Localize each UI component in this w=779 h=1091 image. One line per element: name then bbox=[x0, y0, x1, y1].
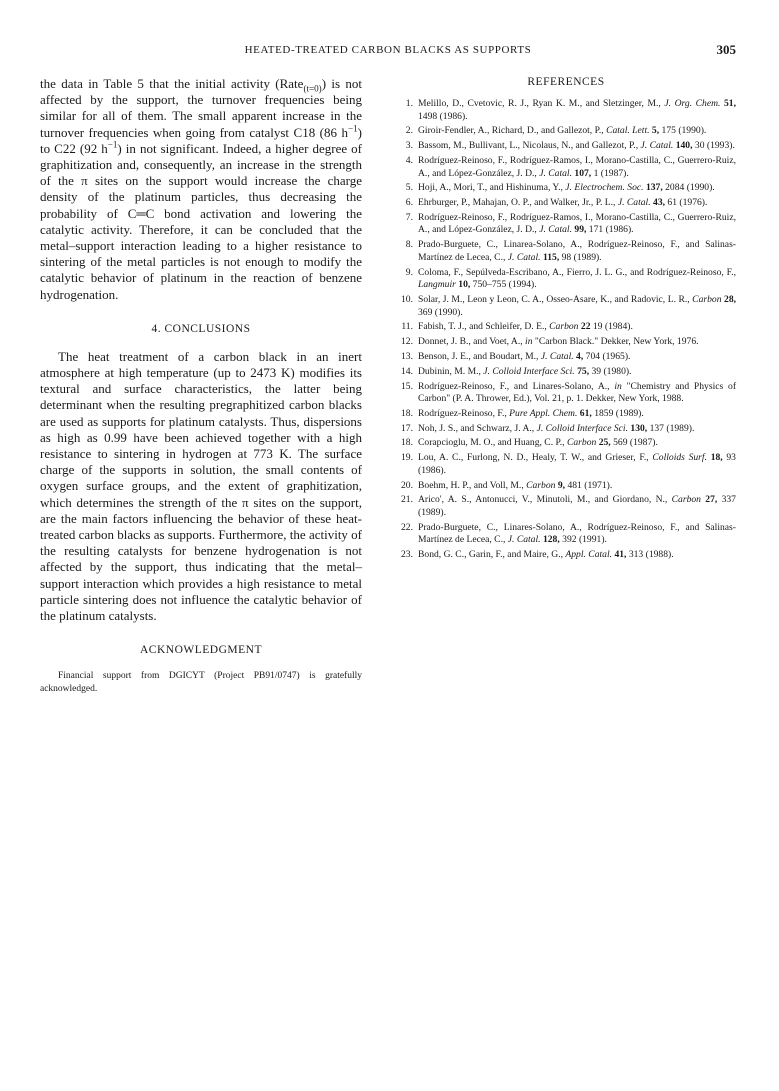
reference-pages-year: 569 (1987). bbox=[610, 437, 658, 449]
reference-pages-year: 30 (1993). bbox=[692, 140, 735, 152]
reference-volume: 9, bbox=[557, 479, 566, 491]
reference-volume: 128, bbox=[542, 534, 560, 546]
reference-journal: Pure Appl. Chem. bbox=[509, 407, 578, 419]
reference-pages-year: 1859 (1989). bbox=[591, 407, 644, 419]
reference-journal: J. Org. Chem. bbox=[664, 98, 721, 109]
p1-text-c: ) to C22 (92 h bbox=[40, 124, 362, 156]
reference-journal: Carbon bbox=[526, 479, 556, 491]
reference-authors: Prado-Burguete, C., Linares-Solano, A., Rodríguez-Reinoso, F., and Salinas-Martínez de Lecea, C., bbox=[418, 521, 736, 546]
p1-superscript-2: −1 bbox=[107, 139, 118, 150]
reference-number: 9. bbox=[405, 266, 413, 278]
reference-pages-year: "Carbon Black." Dekker, New York, 1976. bbox=[534, 336, 699, 348]
reference-item bbox=[396, 408, 736, 421]
acknowledgment-text: Financial support from DGICYT (Project PB91/0747) is gratefully acknowledged. bbox=[40, 671, 362, 695]
reference-volume: 115, bbox=[542, 251, 560, 263]
reference-number: 13. bbox=[401, 350, 413, 362]
reference-journal: Appl. Catal. bbox=[565, 549, 613, 561]
reference-volume: 27, bbox=[705, 494, 718, 506]
reference-pages-year: "Chemistry and Physics of Carbon" (P. A. Thrower, Ed.), Vol. 21, p. 1. Dekker, New York, 1988. bbox=[418, 380, 737, 405]
reference-authors: Bassom, M., Bullivant, L., Nicolaus, N., and Gallezot, P., bbox=[418, 140, 641, 152]
reference-authors: Boehm, H. P., and Voll, M., bbox=[418, 479, 527, 491]
reference-pages-year: 369 (1990). bbox=[418, 306, 463, 318]
reference-number: 14. bbox=[401, 365, 413, 377]
reference-item bbox=[396, 494, 736, 519]
reference-pages-year: 704 (1965). bbox=[583, 350, 631, 362]
reference-number: 15. bbox=[401, 380, 413, 392]
reference-number: 20. bbox=[401, 479, 413, 491]
reference-journal: J. Catal. bbox=[640, 140, 674, 152]
reference-journal: Carbon bbox=[692, 294, 722, 305]
reference-pages-year: 337 (1989). bbox=[418, 494, 736, 518]
reference-number: 3. bbox=[405, 140, 413, 152]
reference-journal: J. Catal. bbox=[507, 534, 541, 546]
reference-volume: 5, bbox=[651, 125, 660, 137]
reference-pages-year: 19 (1984). bbox=[590, 321, 633, 333]
reference-item bbox=[396, 212, 736, 237]
running-title: HEATED-TREATED CARBON BLACKS AS SUPPORTS bbox=[244, 44, 532, 56]
reference-number: 22. bbox=[401, 521, 413, 533]
reference-pages-year: 1 (1987). bbox=[591, 167, 629, 179]
reference-item bbox=[396, 351, 736, 364]
reference-number: 21. bbox=[401, 494, 413, 506]
reference-volume: 75, bbox=[577, 365, 590, 377]
reference-authors: Melillo, D., Cvetovic, R. J., Ryan K. M., and Sletzinger, M., bbox=[418, 98, 665, 109]
reference-journal: Colloids Surf. bbox=[652, 452, 707, 464]
reference-pages-year: 313 (1988). bbox=[626, 549, 674, 561]
reference-number: 2. bbox=[405, 125, 413, 137]
reference-authors: Solar, J. M., Leon y Leon, C. A., Osseo-Asare, K., and Radovic, L. R., bbox=[418, 294, 693, 305]
reference-pages-year: 750–755 (1994). bbox=[470, 279, 537, 291]
reference-authors: Arico', A. S., Antonucci, V., Minutoli, M., and Giordano, N., bbox=[418, 494, 672, 506]
page-number: 305 bbox=[716, 42, 736, 57]
reference-item bbox=[396, 366, 736, 379]
reference-journal: J. Colloid Interface Sci. bbox=[483, 365, 575, 377]
reference-item bbox=[396, 549, 736, 562]
reference-item bbox=[396, 155, 736, 180]
reference-volume: 25, bbox=[598, 437, 611, 449]
reference-authors: Corapcioglu, M. O., and Huang, C. P., bbox=[418, 437, 567, 449]
reference-journal: Langmuir bbox=[418, 279, 456, 291]
reference-volume: 18, bbox=[710, 452, 723, 464]
reference-authors: Giroir-Fendler, A., Richard, D., and Gallezot, P., bbox=[418, 125, 607, 137]
reference-number: 10. bbox=[401, 294, 413, 305]
reference-number: 18. bbox=[401, 407, 413, 419]
reference-authors: Noh, J. S., and Schwarz, J. A., bbox=[418, 422, 537, 434]
reference-item bbox=[396, 381, 736, 406]
reference-pages-year: 93 (1986). bbox=[418, 452, 736, 476]
reference-journal: in bbox=[525, 336, 533, 348]
reference-journal: J. Colloid Interface Sci. bbox=[536, 422, 628, 434]
reference-item bbox=[396, 522, 736, 547]
reference-journal: Carbon bbox=[549, 321, 579, 333]
reference-authors: Bond, G. C., Garin, F., and Maire, G., bbox=[418, 549, 566, 561]
conclusions-heading: 4. CONCLUSIONS bbox=[151, 322, 251, 335]
p1-text-b: ) is not affected by the support, the turnover frequencies being similar for all of them. The small apparent increase in the turnover frequencies when going from catalyst C18 (86 h bbox=[40, 76, 362, 140]
reference-volume: 43, bbox=[653, 197, 666, 209]
reference-volume: 137, bbox=[645, 182, 663, 194]
reference-journal: J. Catal. bbox=[540, 350, 574, 362]
reference-authors: Coloma, F., Sepúlveda-Escribano, A., Fierro, J. L. G., and Rodríguez-Reinoso, F., bbox=[418, 266, 736, 278]
reference-number: 19. bbox=[401, 452, 413, 464]
reference-item bbox=[396, 336, 736, 349]
p1-text-d: ) in not significant. Indeed, a higher degree of graphitization and, consequently, an increase in the strength of the π sites on the support would increase the charge density of the platinum particles, thus decreasing the probability of C═C bond activation and lowering the catalytic activity. Therefore, it can be concluded that the metal–support interaction leading to a higher resistance to sintering of the metal particles is not enough to modify the catalytic behavior of platinum in the reaction of benzene hydrogenation. bbox=[40, 140, 362, 302]
reference-journal: Catal. Lett. bbox=[606, 125, 650, 137]
reference-journal: J. Electrochem. Soc. bbox=[565, 182, 644, 194]
reference-authors: Benson, J. E., and Boudart, M., bbox=[418, 350, 541, 362]
reference-authors: Rodríguez-Reinoso, F., Rodríguez-Ramos, I., Morano-Castilla, C., Guerrero-Ruiz, A., and López-González, J. D., bbox=[418, 154, 736, 179]
reference-journal: in bbox=[614, 380, 622, 392]
paragraph-results-continuation bbox=[40, 76, 362, 303]
reference-authors: Fabish, T. J., and Schleifer, D. E., bbox=[418, 321, 550, 333]
reference-authors: Rodríguez-Reinoso, F., and Linares-Solano, A., bbox=[418, 380, 615, 392]
reference-item bbox=[396, 437, 736, 450]
reference-pages-year: 39 (1980). bbox=[589, 365, 632, 377]
reference-journal: Carbon bbox=[566, 437, 597, 449]
reference-number: 1. bbox=[405, 98, 413, 109]
reference-pages-year: 1498 (1986). bbox=[418, 110, 468, 122]
reference-item bbox=[396, 182, 736, 195]
reference-number: 8. bbox=[405, 239, 413, 251]
reference-number: 11. bbox=[401, 321, 413, 333]
reference-authors: Rodríguez-Reinoso, F., bbox=[418, 407, 510, 419]
reference-authors: Donnet, J. B., and Voet, A., bbox=[418, 336, 526, 348]
reference-number: 17. bbox=[401, 422, 413, 434]
reference-volume: 107, bbox=[574, 167, 592, 179]
reference-volume: 41, bbox=[614, 549, 627, 561]
reference-volume: 4, bbox=[576, 350, 584, 362]
reference-pages-year: 98 (1989). bbox=[559, 251, 602, 263]
reference-volume: 22 bbox=[580, 321, 591, 333]
reference-number: 18. bbox=[401, 437, 413, 449]
reference-journal: J. Catal. bbox=[539, 167, 572, 179]
reference-authors: Dubinin, M. M., bbox=[418, 365, 484, 377]
reference-item bbox=[396, 125, 736, 138]
reference-journal: J. Catal. bbox=[539, 224, 572, 236]
reference-number: 7. bbox=[405, 211, 413, 223]
reference-number: 5. bbox=[405, 182, 413, 194]
reference-item bbox=[396, 197, 736, 210]
reference-list bbox=[396, 98, 736, 562]
reference-authors: Lou, A. C., Furlong, N. D., Healy, T. W., and Grieser, F., bbox=[418, 452, 653, 464]
left-column bbox=[40, 76, 362, 696]
reference-authors: Hoji, A., Mori, T., and Hishinuma, Y., bbox=[418, 182, 566, 194]
reference-number: 4. bbox=[405, 154, 413, 166]
reference-number: 12. bbox=[401, 336, 413, 348]
reference-volume: 51, bbox=[724, 98, 736, 109]
reference-volume: 61, bbox=[579, 407, 592, 419]
p1-text-a: the data in Table 5 that the initial activity (Rate bbox=[40, 76, 304, 91]
reference-volume: 10, bbox=[458, 279, 471, 291]
reference-number: 23. bbox=[401, 549, 413, 561]
reference-item bbox=[396, 423, 736, 436]
reference-item bbox=[396, 294, 736, 319]
reference-authors: Prado-Burguete, C., Linarea-Solano, A., Rodríguez-Reinoso, F., and Salinas-Martínez de Lecea, C., bbox=[418, 239, 736, 263]
reference-volume: 140, bbox=[675, 140, 693, 152]
reference-pages-year: 481 (1971). bbox=[565, 479, 613, 491]
acknowledgment-heading: ACKNOWLEDGMENT bbox=[140, 644, 262, 657]
references-heading: REFERENCES bbox=[527, 76, 605, 88]
reference-number: 6. bbox=[405, 197, 413, 209]
reference-journal: J. Catal. bbox=[617, 197, 651, 209]
reference-pages-year: 175 (1990). bbox=[659, 125, 707, 137]
reference-item bbox=[396, 239, 736, 264]
reference-authors: Rodríguez-Reinoso, F., Rodríguez-Ramos, I., Morano-Castilla, C., Guerrero-Ruiz, A., and López-González, J. D., bbox=[418, 211, 736, 236]
reference-item bbox=[396, 267, 736, 292]
p1-subscript: (t=0) bbox=[303, 83, 322, 94]
reference-journal: Carbon bbox=[671, 494, 701, 506]
page-header bbox=[40, 44, 736, 64]
reference-item bbox=[396, 98, 736, 123]
reference-pages-year: 61 (1976). bbox=[665, 197, 708, 209]
reference-authors: Ehrburger, P., Mahajan, O. P., and Walker, Jr., P. L., bbox=[418, 197, 618, 209]
reference-item bbox=[396, 452, 736, 477]
reference-volume: 130, bbox=[630, 422, 648, 434]
reference-pages-year: 137 (1989). bbox=[647, 422, 695, 434]
reference-item bbox=[396, 480, 736, 493]
p1-superscript-1: −1 bbox=[347, 123, 358, 134]
conclusions-paragraph: The heat treatment of a carbon black in an inert atmosphere at high temperature (up to 2473 K) modifies its textural and surface characteristics, the latter being determinant when the resulting pregraphitized carbon blacks are used as supports for platinum catalysts. Thus, dispersions as high as 0.99 have been achieved together with a high resistance to sintering in hydrogen at 773 K. The surface charge of the supports in solution, the small contents of oxygen surface groups, and the extent of graphitization, which determines the strength of the π sites on the support, are the main factors influencing the behavior of these heat-treated carbon blacks as supports. Furthermore, the activity of the resulting catalysts for benzene hydrogenation is not affected by the support, thus indicating that the metal–support interaction which provides a high resistance to metal particle sintering does not influence the catalytic behavior of the platinum catalysts. bbox=[40, 348, 363, 624]
reference-journal: J. Catal. bbox=[507, 251, 541, 263]
reference-volume: 99, bbox=[574, 224, 587, 236]
reference-pages-year: 392 (1991). bbox=[559, 534, 607, 546]
reference-pages-year: 2084 (1990). bbox=[662, 182, 715, 194]
reference-volume: 28, bbox=[724, 294, 737, 305]
reference-pages-year: 171 (1986). bbox=[586, 224, 634, 236]
reference-item bbox=[396, 140, 736, 153]
reference-item bbox=[396, 321, 736, 334]
right-column bbox=[396, 76, 736, 564]
